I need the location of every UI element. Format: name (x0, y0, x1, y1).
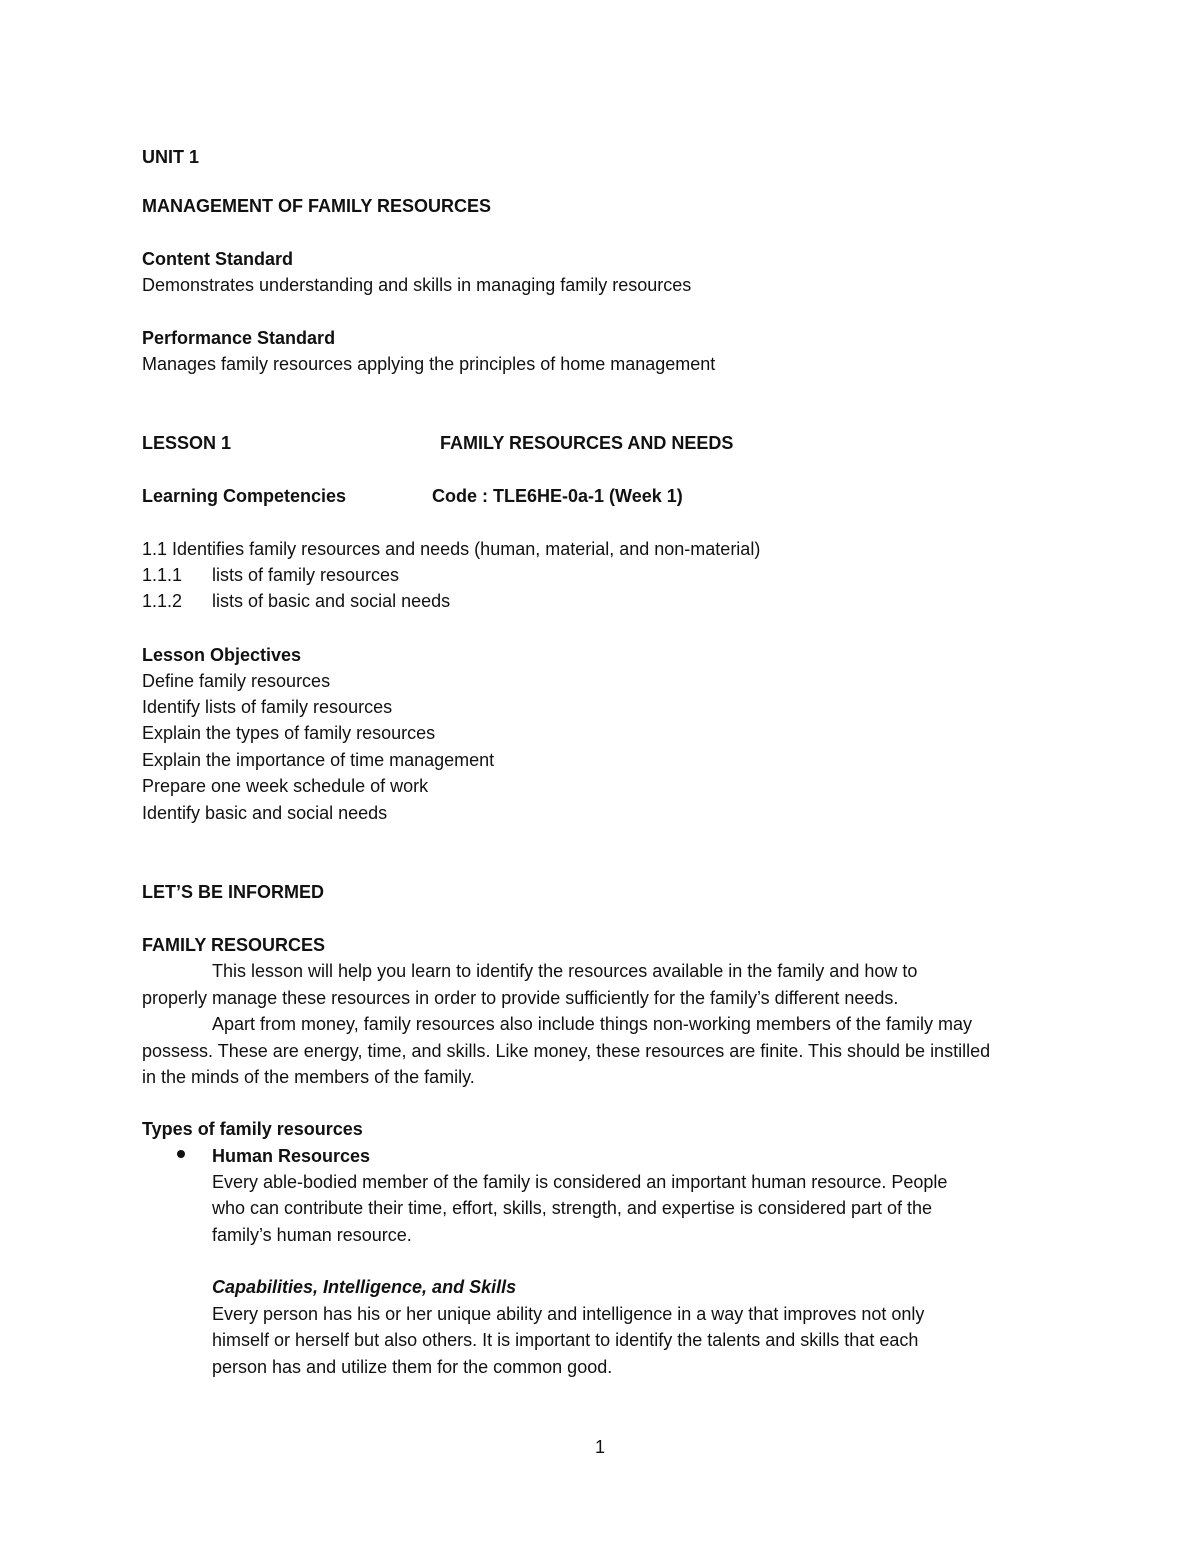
unit-label: UNIT 1 (142, 147, 200, 167)
capabilities-line: person has and utilize them for the common good. (212, 1357, 613, 1377)
types-heading: Types of family resources (142, 1119, 363, 1139)
competencies-heading: Learning Competencies (142, 486, 347, 506)
objective-item: Identify lists of family resources (142, 697, 393, 717)
objective-item: Explain the types of family resources (142, 723, 436, 743)
objectives-heading: Lesson Objectives (142, 645, 302, 665)
human-resources-heading: Human Resources (212, 1146, 371, 1166)
competency-subitem-text: lists of basic and social needs (212, 591, 451, 611)
human-resources-line: Every able-bodied member of the family is considered an important human resource. People (212, 1172, 948, 1192)
capabilities-line: Every person has his or her unique ability and intelligence in a way that improves not only (212, 1304, 925, 1324)
bullet-icon (177, 1150, 185, 1158)
objective-item: Identify basic and social needs (142, 803, 388, 823)
performance-standard-heading: Performance Standard (142, 328, 336, 348)
competency-item: 1.1 Identifies family resources and needs (human, material, and non-material) (142, 539, 761, 559)
paragraph-line: This lesson will help you learn to identify the resources available in the family and how to (212, 961, 918, 981)
content-standard-heading: Content Standard (142, 249, 293, 269)
human-resources-line: who can contribute their time, effort, skills, strength, and expertise is considered part of the (212, 1198, 933, 1218)
informed-heading: LET’S BE INFORMED (142, 882, 325, 902)
paragraph-line: properly manage these resources in order to provide sufficiently for the family’s different needs. (142, 988, 899, 1008)
content-standard-text: Demonstrates understanding and skills in managing family resources (142, 275, 692, 295)
competency-subitem-text: lists of family resources (212, 565, 400, 585)
objective-item: Explain the importance of time management (142, 750, 495, 770)
competency-subitem-number: 1.1.1 (142, 565, 183, 585)
page-number: 1 (594, 1437, 605, 1457)
competency-code: Code : TLE6HE-0a-1 (Week 1) (432, 486, 683, 506)
family-resources-heading: FAMILY RESOURCES (142, 935, 326, 955)
paragraph-line: Apart from money, family resources also include things non-working members of the family may (212, 1014, 972, 1034)
lesson-title: FAMILY RESOURCES AND NEEDS (440, 433, 734, 453)
lesson-label: LESSON 1 (142, 433, 232, 453)
human-resources-line: family’s human resource. (212, 1225, 412, 1245)
objective-item: Prepare one week schedule of work (142, 776, 429, 796)
unit-title: MANAGEMENT OF FAMILY RESOURCES (142, 196, 492, 216)
objective-item: Define family resources (142, 671, 331, 691)
competency-subitem-number: 1.1.2 (142, 591, 183, 611)
paragraph-line: possess. These are energy, time, and skills. Like money, these resources are finite. This should be instilled (142, 1041, 991, 1061)
capabilities-line: himself or herself but also others. It is important to identify the talents and skills that each (212, 1330, 919, 1350)
performance-standard-text: Manages family resources applying the principles of home management (142, 354, 716, 374)
capabilities-heading: Capabilities, Intelligence, and Skills (212, 1277, 517, 1297)
paragraph-line: in the minds of the members of the family. (142, 1067, 475, 1087)
